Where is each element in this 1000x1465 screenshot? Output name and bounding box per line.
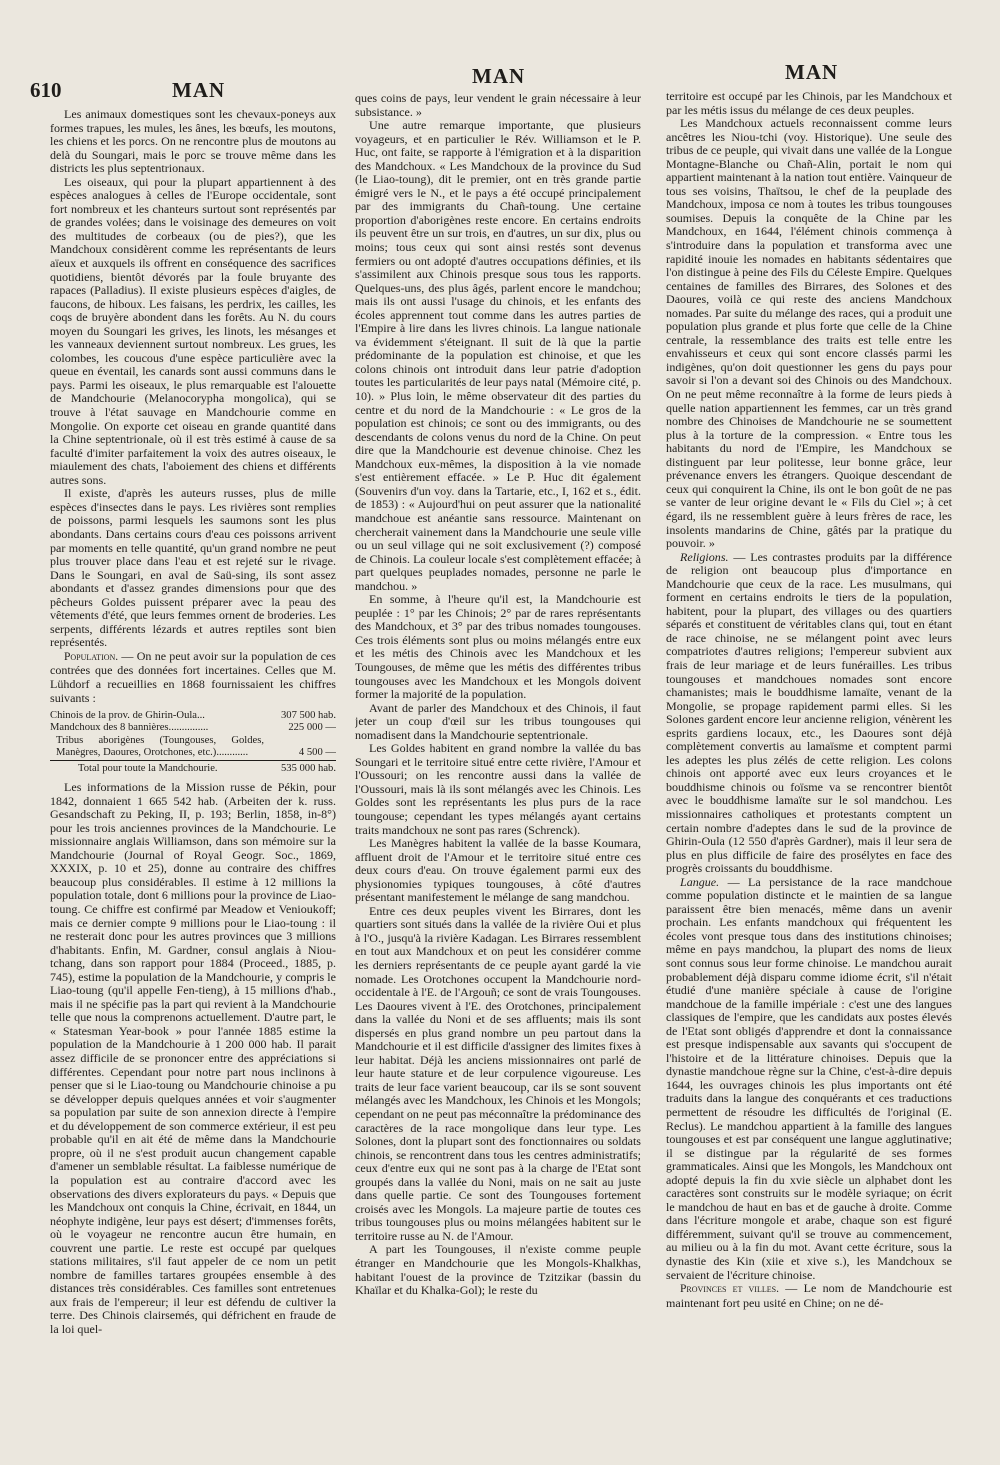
paragraph: Une autre remarque importante, que plusieurs voyageurs, et en particulier le Rév. Williamson et le P. Huc, ont faite, se rapporte à l'émigration et à la disparition des Mandchoux. « Les Mandchoux de la province du Sud (le Liao-toung), dit le premier, ont en très grande partie émigré vers le N., et le pays a été occupé principalement par des immigrants du Chañ-toung. Une certaine proportion d'aborigènes reste encore. En certains endroits ils peuvent être un sur trois, en d'autres, un sur dix, plus ou moins; tous ceux qui sont ainsi restés sont devenus fermiers ou ont adopté d'autres occupations définies, et ils s'assimilent aux Chinois presque sous tous les rapports. Quelques-uns, des plus âgés, parlent encore le mandchou; mais ils ont aussi l'usage du chinois, et les enfants des écoles apprennent tout comme dans les autres parties de l'Empire à lire dans les livres chinois. La langue nationale va évidemment s'éteignant. Il suit de là que la partie prédominante de la population est chinoise, et que les colons chinois ont introduit dans leur patrie d'adoption toutes les particularités de leur pays natal (Mémoire cité, p. 10). » Plus loin, le même observateur dit des parties du centre et du nord de la Mandchourie : « Le gros de la population est chinois; ce sont ou des immigrants, ou des descendants de colons venus du nord de la Chine. On peut dire que la Mandchourie est devenue chinoise. Chez les Mandchoux eux-mêmes, la disposition à la vie nomade s'est entièrement effacée. » Le P. Huc dit également (Souvenirs d'un voy. dans la Tartarie, etc., I, 162 et s., édit. de 1853) : « Aujourd'hui on peut assurer que la nationalité mandchoue est anéantie sans ressource. Maintenant on chercherait vainement dans la Mandchourie une seule ville ou un seul village qui ne soit exclusivement (?) composé de Chinois. La couleur locale s'est complètement effacée; à part quelques peuplades nomades, personne ne parle le mandchou. »: [355, 118, 641, 593]
table-cell-value: 4 500 —: [298, 747, 336, 759]
section-text: — Les contrastes produits par la différence de religion ont beaucoup plus d'importance en Mandchourie que ceux de la race. Les musulmans, qui forment en certains endroits le tiers de la population, habitent, pour la plupart, des villages ou des quartiers séparés et constituent de véritables clans qui, tout en étant de race chinoise, ne se mélangent point avec leurs compatriotes d'autres religions; l'empereur subvient aux frais de leur mariage et de leurs funérailles. Les tribus toungouses et mandchoues nomades sont encore chamanistes; mais le bouddhisme lamaïte, venant de la Mongolie, se propage rapidement parmi elles. Si les Solones gardent encore leur ancienne religion, vénèrent les esprits gardiens locaux, etc., les Daoures sont déjà complètement convertis au lamaïsme et comptent parmi les adeptes les plus zélés de cette religion. Les colons chinois ont apporté avec eux leurs croyances et le bouddhisme chinois ou foïsme va se rencontrer bientôt avec le bouddhisme lamaïte sur le sol mandchou. Les missionnaires catholiques et protestants comptent un certain nombre d'adeptes dans le sud de la province de Ghirin-Oula (12 550 d'après Gardner), mais il leur sera de plus en plus difficile de faire des prosélytes en face des progrès croissants du bouddhisme.: [666, 549, 952, 876]
paragraph: Les informations de la Mission russe de Pékin, pour 1842, donnaient 1 665 542 hab. (Arbeiten der k. russ. Gesandschaft zu Peking, II, p. 193; Berlin, 1858, in-8°) pour les trois anciennes provinces de la Mandchourie. Le missionnaire anglais Williamson, dans son mémoire sur la Mandchourie (Journal of Royal Geogr. Soc., 1869, XXXIX, p. 10 et 25), donne au contraire des chiffres beaucoup plus considérables. Il estime à 12 millions la population totale, dont 6 millions pour la province de Liao-toung. Ce chiffre est confirmé par Meadow et Venioukoff; mais ce dernier compte 9 millions pour le Liao-toung : il ne resterait donc pour les autres provinces que 3 millions d'habitants. Enfin, M. Gardner, consul anglais à Niou-tchang, dans son rapport pour 1884 (Proceed., 1885, p. 745), estime la population de la Mandchourie, y compris le Liao-toung (qu'il appelle Fen-tieng), à 15 millions d'hab., mais il ne spécifie pas la part qui revient à la Mandchourie telle que nous la comprenons actuellement. D'autre part, le « Statesman Year-book » pour l'année 1885 estime la population de la Mandchourie à 1 200 000 hab. Il parait assez difficile de se prononcer entre des appréciations si différentes. Cependant pour notre part nous inclinons à penser que si le Liao-toung ou Mandchourie chinoise a pu se développer depuis quelques années et voir s'augmenter sa population par suite de son annexion directe à l'empire et du développement de son commerce extérieur, il est peu probable qu'il en ait été de même dans la Mandchourie propre, où il ne s'est produit aucun changement capable d'amener un semblable résultat. La faiblesse numérique de la population est au contraire d'accord avec les observations des divers explorateurs du pays. « Depuis que les Mandchoux ont conquis la Chine, écrivait, en 1844, un néophyte indigène, leur pays est désert; d'immenses forêts, où le voyageur ne rencontre aucun être humain, en couvrent une partie. Le reste est occupé par quelques stations militaires, s'il faut appeler de ce nom un petit nombre de familles tartares groupées ensemble à des distances très considérables. Ces familles sont entretenues aux frais de l'empereur; il leur est défendu de cultiver la terre. Des Chinois clairsemés, qui défrichent en fraude de la loi quel-: [50, 780, 336, 1336]
table-cell-label: Mandchoux des 8 bannières...............: [50, 722, 209, 734]
table-row: [50, 710, 336, 722]
column-2: [355, 92, 641, 1453]
running-head-right: MAN: [785, 60, 839, 84]
section-provinces: [666, 1282, 952, 1310]
table-total-row: [50, 760, 336, 775]
section-population: [50, 650, 336, 705]
paragraph: En somme, à l'heure qu'il est, la Mandchourie est peuplée : 1° par les Chinois; 2° par de rares représentants des Mandchoux, et 3° par des tribus nomades toungouses. Ces trois éléments sont plus ou moins mélangés entre eux et les métis des Chinois avec les Mandchoux et les Toungouses, de même que les métis des différentes tribus toungouses avec les Mandchoux et les Mongols doivent former la majorité de la population.: [355, 592, 641, 702]
section-text: — Le nom de Mandchourie est maintenant fort peu usité en Chine; on ne dé-: [666, 1281, 952, 1310]
table-total-value: 535 000 hab.: [264, 760, 336, 775]
population-table: [50, 710, 336, 775]
section-heading: Population.: [64, 650, 119, 663]
section-text: — La persistance de la race mandchoue comme population distincte et le maintien de sa langue paraissent être bien menacés, même dans un avenir prochain. Les enfants mandchoux qui fréquentent les écoles vont presque tous dans des institutions chinoises; même en pays mandchou, la plupart des noms de lieux sont connus sous leur forme chinoise. Le mandchou aurait probablement déjà disparu comme idiome écrit, s'il n'était étudié d'une manière spéciale à cause de l'origine mandchoue de la famille impériale : c'est une des langues classiques de l'empire, que les candidats aux postes élevés de l'Etat sont obligés d'apprendre et dont la connaissance est presque indispensable aux savants qui s'occupent de l'histoire et de la littérature chinoises. Depuis que la dynastie mandchoue règne sur la Chine, c'est-à-dire depuis 1644, les ouvrages chinois les plus importants ont été traduits dans la langue des conquérants et ces traductions permettent de résoudre les difficultés de l'original (E. Reclus). Le mandchou appartient à la famille des langues toungouses et est par conséquent une langue agglutinative; il se distingue par la régularité de ses formes grammaticales. Ainsi que les Mongols, les Mandchoux ont adopté depuis la fin du xvie siècle un alphabet dont les caractères sont construits sur le modèle syriaque; on écrit le mandchou de haut en bas et de gauche à droite. Comme dans l'écriture mongole et arabe, chaque son est figuré différemment, suivant qu'il se trouve au commencement, au milieu ou à la fin du mot. Avant cette écriture, sous la dynastie des Kin (xiie et xive s.), les Mandchoux se servaient de l'écriture chinoise.: [666, 874, 952, 1282]
table-cell-label: Chinois de la prov. de Ghirin-Oula...: [50, 710, 205, 722]
section-heading: Religions.: [680, 549, 729, 564]
section-heading: Provinces et villes.: [680, 1283, 779, 1296]
paragraph: Les animaux domestiques sont les chevaux-poneys aux formes trapues, les mules, les ânes, les bœufs, les moutons, les chiens et les porcs. On ne rencontre plus de moutons au delà du Soungari, mais le porc se trouve même dans les districts les plus septentrionaux.: [50, 108, 336, 176]
table-cell-value: 307 500 hab.: [280, 710, 336, 722]
paragraph: Entre ces deux peuples vivent les Birrares, dont les quartiers sont situés dans la vallée de la rivière Oui et plus à l'O., jusqu'à la rivière Kadagan. Les Birrares ressemblent en tout aux Mandchoux et on peut les considérer comme les derniers représentants de ce peuple ayant gardé la vie nomade. Les Orotchones occupent la Mandchourie nord-occidentale à l'E. de l'Argouñ; ce sont de vrais Toungouses. Les Daoures vivent à l'E. des Orotchones, principalement dans la vallée du Noni et de ses affluents; mais ils sont dispersés en plus grand nombre un peu partout dans la Mandchourie et il est difficile d'assigner des limites fixes à leur habitat. Déjà les anciens missionnaires ont parlé de leur haute stature et de leur corpulence vigoureuse. Les traits de leur face varient beaucoup, car ils se sont souvent mélangés avec les Mandchoux, les Chinois et les Mongols; cependant on ne peut pas méconnaître la prédominance des caractères de la race mongolique dans leur type. Les Solones, dont la plupart sont des fonctionnaires ou soldats chinois, se rencontrent dans tous les centres administratifs; ceux d'entre eux qui ne sont pas à la charge de l'Etat sont groupés dans la vallée du Noni, mais on ne sait au juste dans quelle partie. Ce sont des Toungouses fortement croisés avec les Mongols. La majeure partie de toutes ces tribus toungouses plus ou moins mélangées habitent sur le territoire russe au N. de l'Amour.: [355, 903, 641, 1243]
paragraph: Les Manègres habitent la vallée de la basse Koumara, affluent droit de l'Amour et le territoire situé entre ces deux cours d'eau. On trouve également parmi eux des physionomies typiques toungouses, à côté d'autres présentant manifestement le mélange de sang mandchou.: [355, 836, 641, 905]
table-cell-value: 225 000 —: [288, 722, 336, 734]
running-head-left: MAN: [172, 78, 226, 102]
section-heading: Langue.: [680, 874, 720, 889]
column-1: [50, 108, 336, 1453]
paragraph: ques coins de pays, leur vendent le grain nécessaire à leur subsistance. »: [355, 92, 641, 119]
section-text: — On ne peut avoir sur la population de ces contrées que des données fort incertaines. Celles que M. Lühdorf a recueillies en 1868 fournissaient les chiffres suivants :: [50, 648, 336, 705]
table-row: [50, 735, 336, 760]
running-head-center: MAN: [472, 64, 526, 88]
paragraph: A part les Toungouses, il n'existe comme peuple étranger en Mandchourie que les Mongols-Khalkhas, habitant l'ouest de la province de Tzitzikar (bassin du Khaïlar et du Khalka-Gol); le reste du: [355, 1242, 641, 1298]
paragraph: Les Mandchoux actuels reconnaissent comme leurs ancêtres les Niou-tchi (voy. Historique). Une seule des tribus de ce peuple, qui vivait dans une vallée de la Longue Montagne-Blanche ou Chañ-Alin, portait le nom qui appartient maintenant à la nation tout entière. Vainqueur de tous ses voisins, Thaïtsou, le chef de la peuplade des Mandchoux, imposa ce nom à toutes les tribus toungouses soumises. Depuis la conquête de la Chine par les Mandchoux, en 1644, l'élément chinois commença à s'introduire dans la population et transforma avec une rapidité inouie les nomades en habitants sédentaires que l'on distingue à peine des Fils du Céleste Empire. Quelques centaines de familles des Birrares, des Solones et des Daoures, voilà ce qui reste des anciens Mandchoux nomades. Par suite du mélange des races, qui a produit une population plus grande et plus forte que celle de la Chine centrale, la ressemblance des traits est telle entre les envahisseurs et ceux qui sont encore classés parmi les indigènes, qu'on doit questionner les gens du pays pour savoir si l'on a devant soi des Chinois ou des Mandchoux. On ne peut même reconnaître à la forme de leurs pieds à quelle nation appartiennent les femmes, car un très grand nombre des Chinoises de Mandchourie ne se soumettent plus à la torture de la compression. « Entre tous les habitants du nord de l'Empire, les Mandchoux se distinguent par leur politesse, leur bonne grâce, leur prévenance envers les étrangers. Quoique descendant de ceux qui conquirent la Chine, ils ont le bon goût de ne pas se vanter de leur origine devant le « Fils du Ciel »; à cet égard, ils ne ressemblent guère à leurs frères de race, les insolents mandarins de Chine, gâtés par la pratique du pouvoir. »: [666, 116, 952, 551]
paragraph: Il existe, d'après les auteurs russes, plus de mille espèces d'insectes dans le pays. Les rivières sont remplies de poissons, parmi lesquels les saumons sont les plus abondants. Dans certains cours d'eau ces poissons arrivent par moments en telle quantité, qu'un grand nombre ne peut plus trouver place dans l'eau et est rejeté sur le rivage. Dans le Soungari, en aval de Saü-sing, ils sont assez abondants et d'assez grandes dimensions pour que des pêcheurs Goldes puissent préparer avec la peau des vêtements d'été, que leurs femmes ornent de broderies. Les serpents, différents lézards et autres reptiles sont bien représentés.: [50, 486, 336, 650]
table-total-label: Total pour toute la Mandchourie.: [50, 760, 264, 775]
paragraph: territoire est occupé par les Chinois, par les Mandchoux et par les métis issus du mélange de ces deux peuples.: [666, 90, 952, 117]
table-row: [50, 722, 336, 734]
paragraph: Les oiseaux, qui pour la plupart appartiennent à des espèces analogues à celles de l'Europe occidentale, sont fort nombreux et les chanteurs surtout sont représentés par de grandes volées; dans le voisinage des demeures on voit des multitudes de corbeaux (ou de pies?), que les Mandchoux considèrent comme les représentants de leurs aïeux et auxquels ils offrent en conséquence des sacrifices quotidiens, bientôt dévorés par la foule bruyante des rapaces (Palladius). Il existe plusieurs espèces d'aigles, de faucons, de hiboux. Les faisans, les perdrix, les cailles, les coqs de bruyère abondent dans les forêts. Au N. du cours moyen du Soungari les grives, les linots, les mésanges et les vanneaux deviennent surtout nombreux. Les grues, les colombes, les coucous d'une espèce particulière avec la queue en éventail, les canards sont aussi communs dans le pays. Parmi les oiseaux, le plus remarquable est l'alouette de Mandchourie (Melanocorypha mongolica), qui se trouve à l'état sauvage en Mandchourie comme en Mongolie. On exporte cet oiseau en grande quantité dans la Chine septentrionale, où il est très estimé à cause de sa faculté d'imiter parfaitement la voix des autres oiseaux, le miaulement des chats, l'aboiement des chiens et différents autres sons.: [50, 174, 336, 487]
section-langue: [666, 876, 952, 1282]
paragraph: Avant de parler des Mandchoux et des Chinois, il faut jeter un coup d'œil sur les tribus toungouses qui nomadisent dans la Mandchourie septentrionale.: [355, 700, 641, 742]
table-cell-label: Tribus aborigènes (Toungouses, Goldes, Manègres, Daoures, Orotchones, etc.)............: [56, 734, 264, 759]
page-number: 610: [30, 78, 62, 102]
column-3: [666, 90, 952, 1453]
section-religions: [666, 551, 952, 876]
paragraph: Les Goldes habitent en grand nombre la vallée du bas Soungari et le territoire situé entre cette rivière, l'Amour et l'Oussouri; on les rencontre aussi dans la vallée de l'Oussouri, mais là ils sont mélangés avec les Chinois. Les Goldes sont les représentants les plus purs de la race toungouse; cependant les types mélangés ayant certains traits mandchoux ne sont pas rares (Schrenck).: [355, 741, 641, 837]
